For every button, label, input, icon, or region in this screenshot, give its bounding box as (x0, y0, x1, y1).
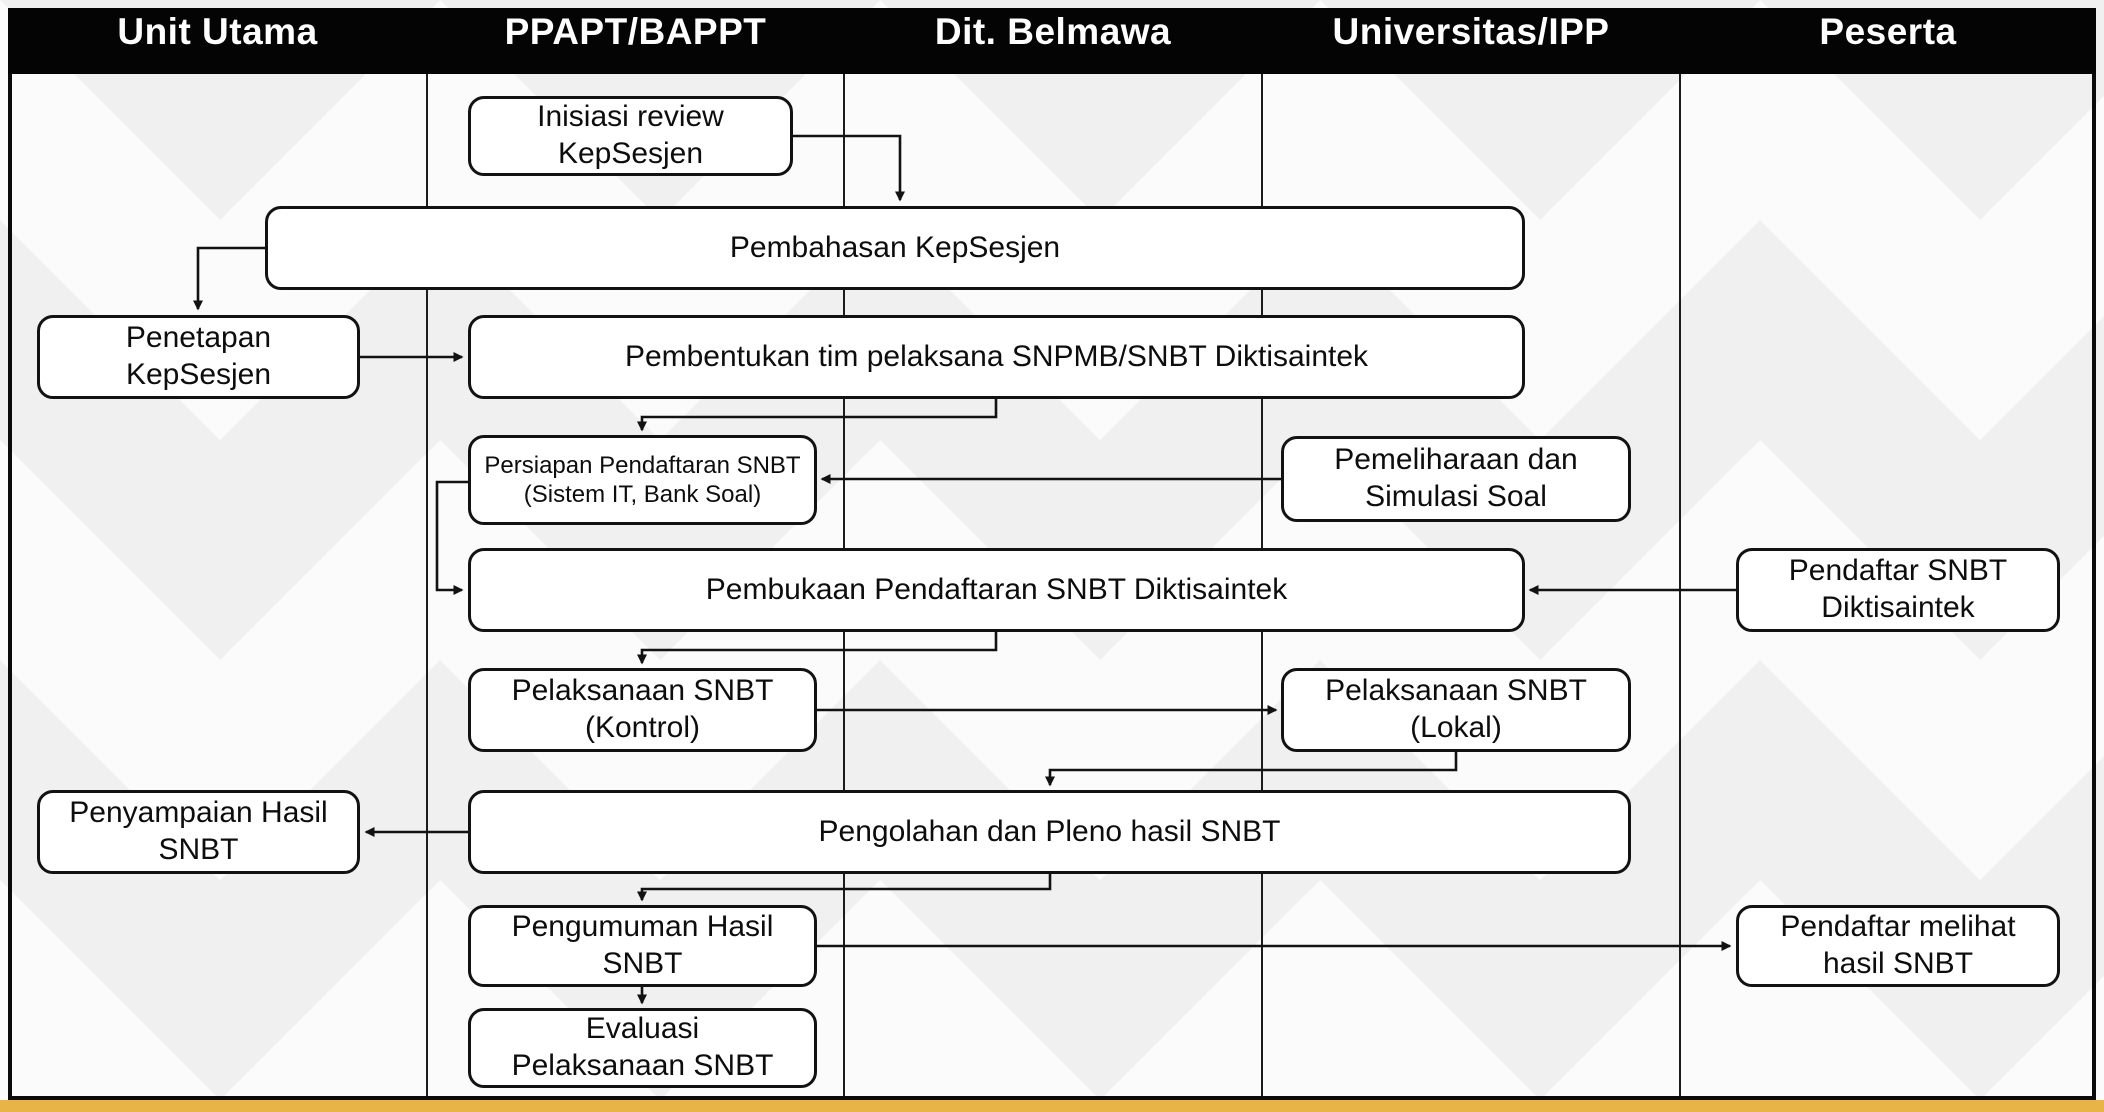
bottom-accent-strip (0, 1100, 2104, 1112)
process-box-pembahasan: Pembahasan KepSesjen (265, 206, 1525, 290)
arrow-persiapan-to-pembukaan (437, 482, 468, 590)
process-box-pendaftar-melihat: Pendaftar melihat hasil SNBT (1736, 905, 2060, 987)
arrow-pembentukan-to-persiapan (642, 399, 996, 430)
process-box-pembukaan: Pembukaan Pendaftaran SNBT Diktisaintek (468, 548, 1525, 632)
process-box-pembentukan: Pembentukan tim pelaksana SNPMB/SNBT Diktisaintek (468, 315, 1525, 399)
arrow-pelaksanaan-lokal-to-pengolahan (1050, 752, 1456, 785)
arrow-pembukaan-to-pelaksanaan-kontrol (642, 632, 996, 663)
process-box-penyampaian: Penyampaian Hasil SNBT (37, 790, 360, 874)
process-box-pelaksanaan-kontrol: Pelaksanaan SNBT (Kontrol) (468, 668, 817, 752)
process-box-evaluasi: Evaluasi Pelaksanaan SNBT (468, 1008, 817, 1088)
process-box-pemeliharaan: Pemeliharaan dan Simulasi Soal (1281, 436, 1631, 522)
process-box-penetapan: Penetapan KepSesjen (37, 315, 360, 399)
lane-header-ppapt-bappt: PPAPT/BAPPT (504, 11, 767, 52)
arrow-pembahasan-to-penetapan (198, 248, 265, 309)
process-box-pendaftar-snbt: Pendaftar SNBT Diktisaintek (1736, 548, 2060, 632)
lane-header-peserta: Peserta (1819, 11, 1957, 52)
process-box-inisiasi: Inisiasi review KepSesjen (468, 96, 793, 176)
lane-header-unit-utama: Unit Utama (117, 11, 318, 52)
process-box-pelaksanaan-lokal: Pelaksanaan SNBT (Lokal) (1281, 668, 1631, 752)
arrow-pengolahan-to-pengumuman (642, 874, 1050, 900)
process-box-pengumuman: Pengumuman Hasil SNBT (468, 905, 817, 987)
lane-header-universitas-ipp: Universitas/IPP (1332, 11, 1610, 52)
process-box-pengolahan: Pengolahan dan Pleno hasil SNBT (468, 790, 1631, 874)
process-box-persiapan: Persiapan Pendaftaran SNBT (Sistem IT, Bank Soal) (468, 435, 817, 525)
arrow-inisiasi-to-pembahasan (793, 136, 900, 200)
lane-header-dit-belmawa: Dit. Belmawa (934, 11, 1172, 52)
